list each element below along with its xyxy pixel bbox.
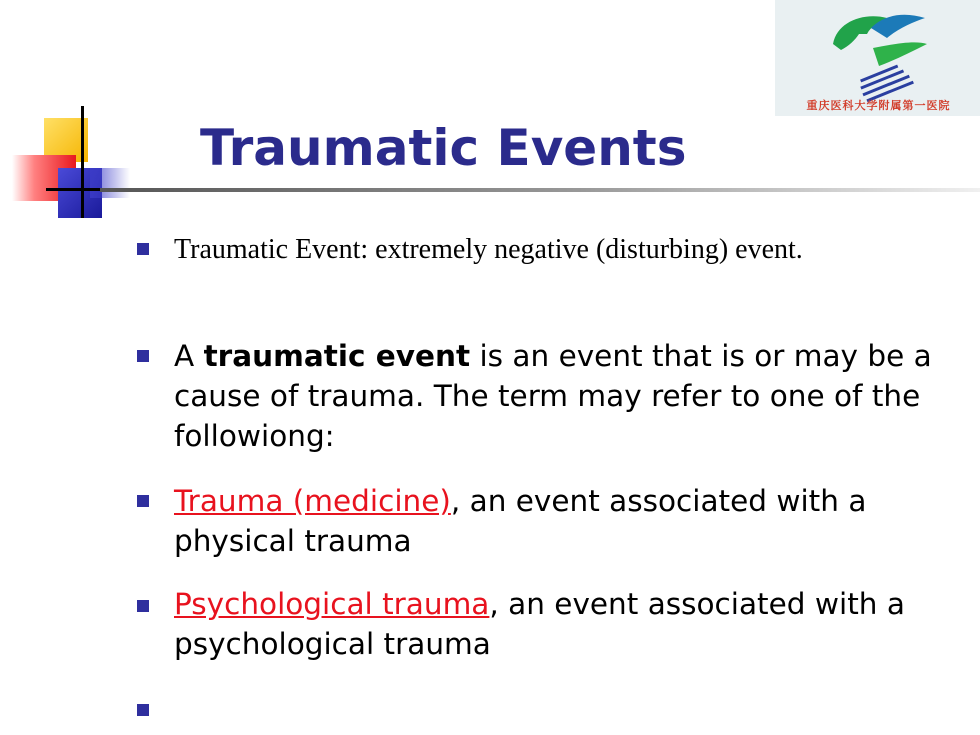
slide-title: Traumatic Events xyxy=(200,119,687,177)
logo-text: 重庆医科大学附属第一医院 xyxy=(806,99,951,112)
bullet-marker xyxy=(137,243,149,255)
bullet-marker-empty xyxy=(137,704,149,716)
bullet-suffix: , an event associated with a physical trauma xyxy=(174,484,867,558)
bullet-prefix: A xyxy=(174,339,204,373)
bold-term: traumatic event xyxy=(203,339,471,373)
bullet-item-definition xyxy=(174,228,954,272)
bullet-text: Traumatic Event: extremely negative (disturbing) event. xyxy=(174,234,803,265)
bullet-suffix: is an event that is or may be a cause of trauma. The term may refer to one of the followiong: xyxy=(174,339,932,453)
bullet-marker xyxy=(137,350,149,362)
link-trauma-medicine[interactable]: Trauma (medicine) xyxy=(174,484,451,518)
link-psychological-trauma[interactable]: Psychological trauma xyxy=(174,587,490,621)
bullet-marker xyxy=(137,600,149,612)
bullet-item-traumatic-event xyxy=(174,336,954,456)
bullet-item-medical-trauma xyxy=(174,481,954,561)
bullet-item-psychological-trauma xyxy=(174,584,954,664)
bullet-suffix: , an event associated with a psychological trauma xyxy=(174,587,905,661)
bullet-marker xyxy=(137,495,149,507)
